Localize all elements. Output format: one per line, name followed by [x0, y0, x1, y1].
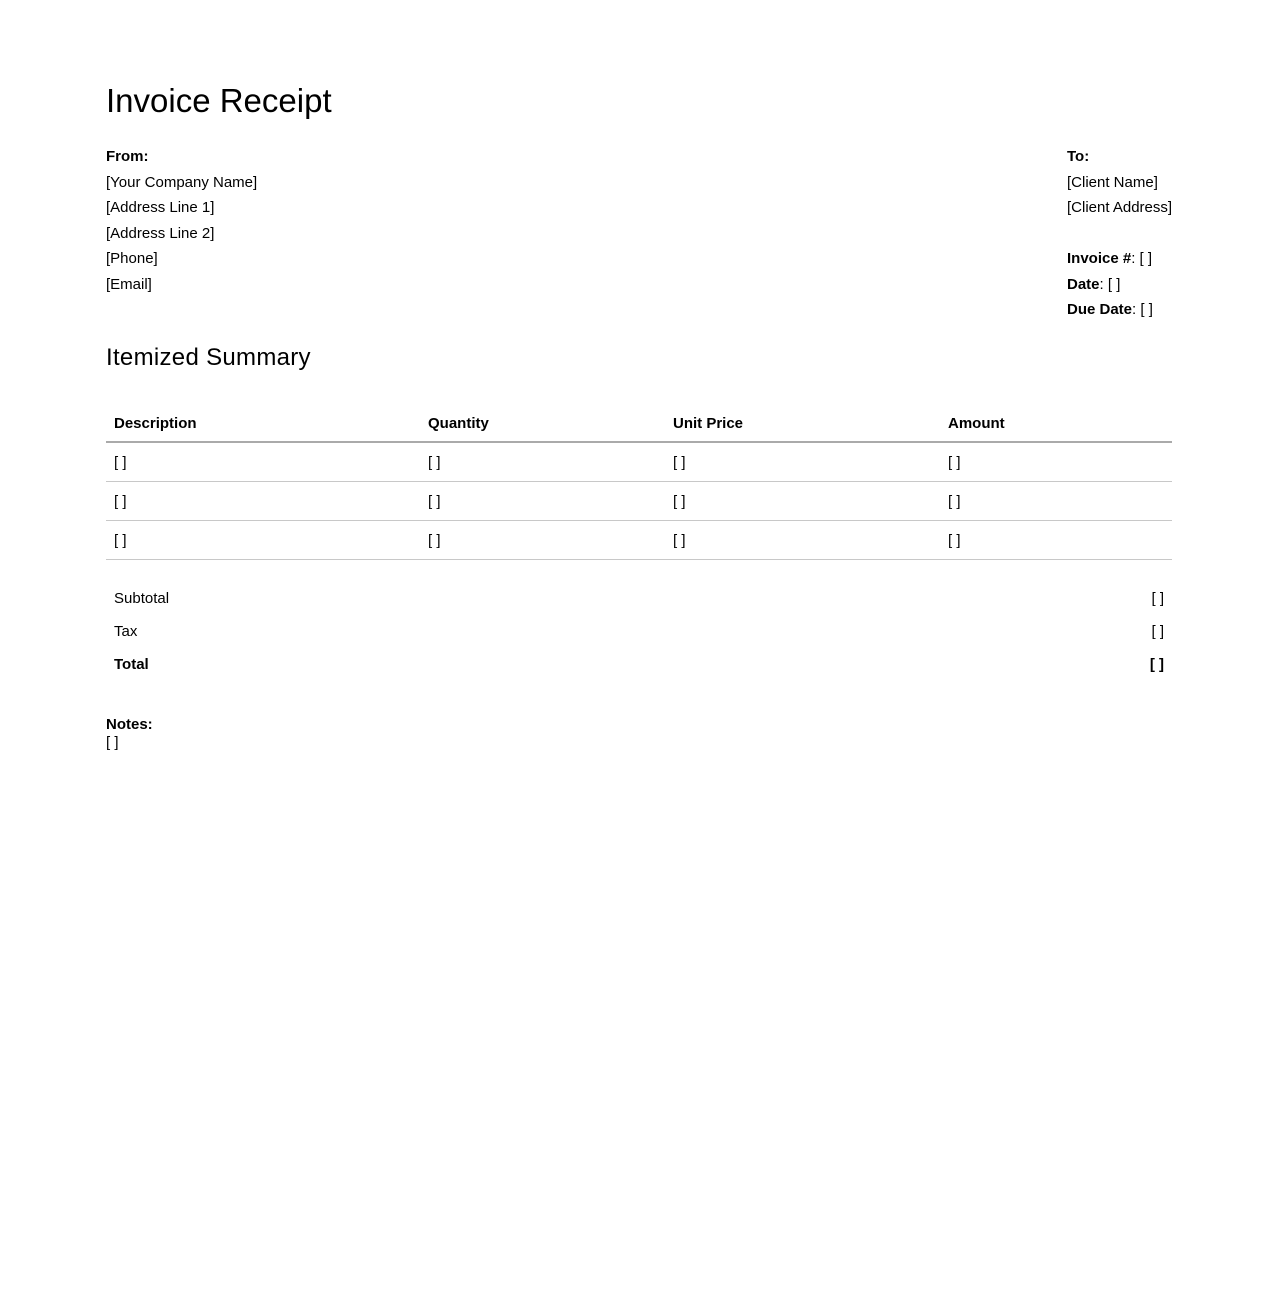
header-amount: Amount — [940, 405, 1172, 442]
due-date: Due Date: [ ] — [1067, 301, 1153, 318]
cell-unit-price: [ ] — [665, 521, 940, 560]
notes-block — [106, 716, 153, 752]
cell-unit-price: [ ] — [665, 482, 940, 521]
cell-amount: [ ] — [940, 482, 1172, 521]
cell-description: [ ] — [106, 521, 420, 560]
totals-block — [106, 588, 1172, 687]
page-title: Invoice Receipt — [106, 82, 332, 119]
table-row — [106, 482, 1172, 521]
header-description: Description — [106, 405, 420, 442]
from-block — [106, 144, 257, 297]
table-row — [106, 521, 1172, 560]
cell-amount: [ ] — [940, 442, 1172, 482]
client-name: [Client Name] — [1067, 173, 1158, 191]
to-label: To: — [1067, 148, 1090, 165]
tax-row: Tax [ ] — [114, 623, 1164, 640]
from-label: From: — [106, 148, 149, 165]
notes-label: Notes: — [106, 716, 153, 733]
cell-description: [ ] — [106, 482, 420, 521]
email: [Email] — [106, 275, 152, 293]
to-block — [1067, 144, 1172, 323]
address-line-1: [Address Line 1] — [106, 199, 215, 216]
table-row — [106, 442, 1172, 482]
table-header-row — [106, 405, 1172, 442]
cell-quantity: [ ] — [420, 482, 665, 521]
cell-quantity: [ ] — [420, 521, 665, 560]
notes-value: [ ] — [106, 734, 119, 751]
cell-unit-price: [ ] — [665, 442, 940, 482]
cell-description: [ ] — [106, 442, 420, 482]
header-unit-price: Unit Price — [665, 405, 940, 442]
total-row: Total [ ] — [114, 656, 1164, 673]
items-table — [106, 405, 1172, 560]
cell-amount: [ ] — [940, 521, 1172, 560]
header-quantity: Quantity — [420, 405, 665, 442]
client-address: [Client Address] — [1067, 199, 1173, 216]
invoice-number: Invoice #: [ ] — [1067, 250, 1153, 267]
address-line-2: [Address Line 2] — [106, 224, 215, 242]
phone: [Phone] — [106, 250, 158, 267]
company-name: [Your Company Name] — [106, 173, 258, 191]
subtotal-row: Subtotal [ ] — [114, 590, 1164, 607]
section-title: Itemized Summary — [106, 344, 311, 371]
invoice-date: Date: [ ] — [1067, 275, 1121, 293]
cell-quantity: [ ] — [420, 442, 665, 482]
